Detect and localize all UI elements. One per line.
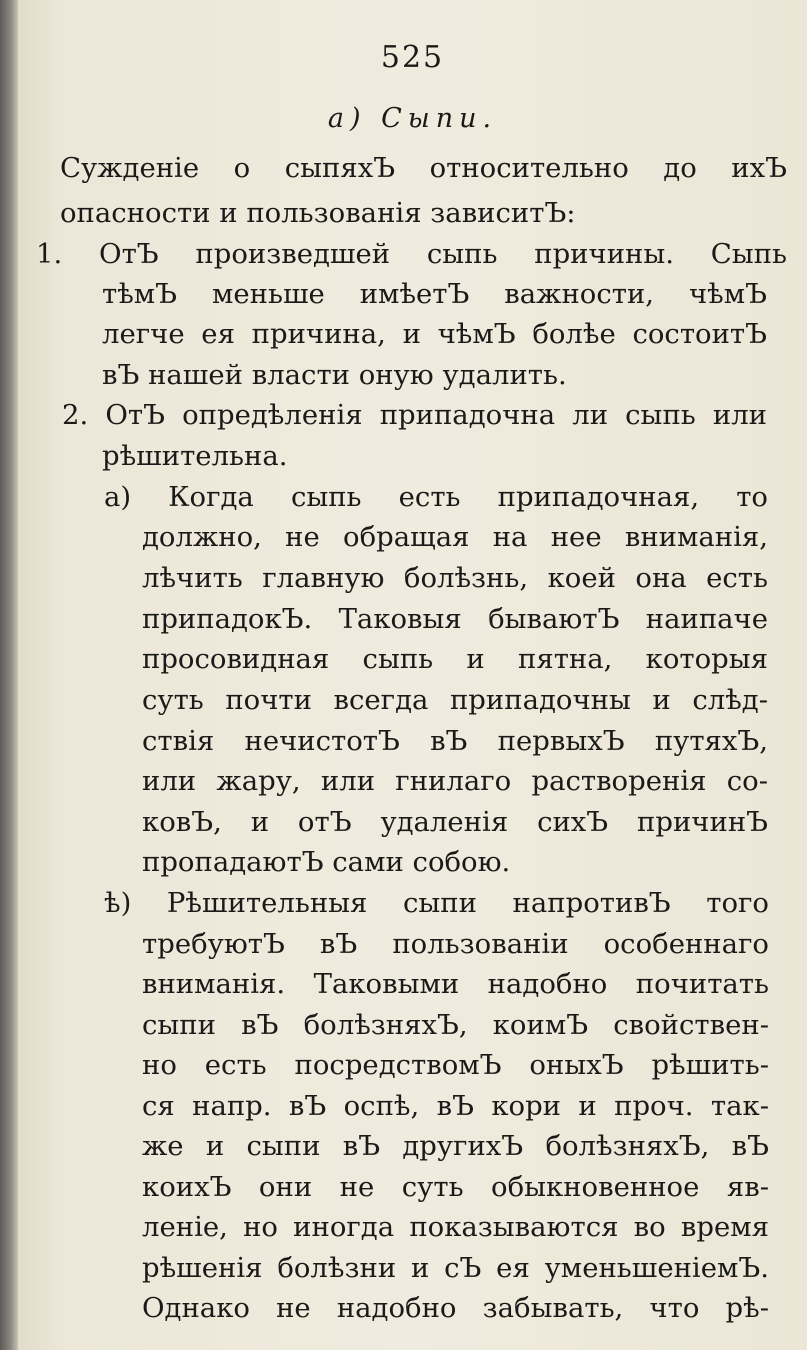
text-line: должно, не обращая на нее вниманія, (142, 521, 768, 553)
text-line: Однако не надобно забывать, что рѣ- (142, 1292, 769, 1324)
text-line: пропадаютЪ сами собою. (142, 846, 511, 878)
text-line: легче ея причина, и чѣмЪ болѣе состоитЪ (102, 318, 767, 350)
text-line: рѣшенія болѣзни и сЪ ея уменьшеніемЪ. (142, 1252, 769, 1284)
text-line: лѣчить главную болѣзнь, коей она есть (142, 562, 768, 594)
text-line: тѣмЪ меньше имѣетЪ важности, чѣмЪ (102, 278, 767, 310)
text-line: просовидная сыпь и пятна, которыя (142, 643, 768, 675)
text-line: же и сыпи вЪ другихЪ болѣзняхЪ, вЪ (142, 1130, 769, 1162)
page-gutter (0, 0, 18, 1350)
text-line: ся напр. вЪ оспѣ, вЪ кори и проч. так- (142, 1090, 769, 1122)
page-number: 525 (380, 40, 445, 75)
section-title: а) Сыпи. (327, 103, 498, 134)
text-line: вЪ нашей власти оную удалить. (102, 359, 567, 391)
text-line: суть почти всегда припадочны и слѣд- (142, 684, 768, 716)
text-line: ствія нечистотЪ вЪ первыхЪ путяхЪ, (142, 725, 768, 757)
book-page (18, 0, 807, 1350)
text-line: коихЪ они не суть обыкновенное яв- (142, 1171, 769, 1203)
text-line: но есть посредствомЪ оныхЪ рѣшить- (142, 1049, 769, 1081)
text-line: 2. ОтЪ опредѣленія припадочна ли сыпь или (62, 399, 767, 431)
text-line: припадокЪ. Таковыя бываютЪ наипаче (142, 603, 768, 635)
text-line: опасности и пользованія зависитЪ: (60, 197, 576, 229)
text-line: рѣшительна. (102, 440, 288, 472)
text-line: ковЪ, и отЪ удаленія сихЪ причинЪ (142, 806, 768, 838)
text-line: а) Когда сыпь есть припадочная, то (104, 481, 768, 513)
text-line: сыпи вЪ болѣзняхЪ, коимЪ свойствен- (142, 1009, 769, 1041)
text-line: ѣ) Рѣшительныя сыпи напротивЪ того (104, 887, 769, 919)
text-line: леніе, но иногда показываются во время (142, 1211, 769, 1243)
text-line: вниманія. Таковыми надобно почитать (142, 968, 769, 1000)
text-line: требуютЪ вЪ пользованіи особеннаго (142, 928, 769, 960)
text-line: Сужденіе о сыпяхЪ относительно до ихЪ (60, 152, 787, 184)
text-line: или жару, или гнилаго растворенія со- (142, 765, 768, 797)
text-line: 1. ОтЪ произведшей сыпь причины. Сыпь (36, 238, 787, 270)
